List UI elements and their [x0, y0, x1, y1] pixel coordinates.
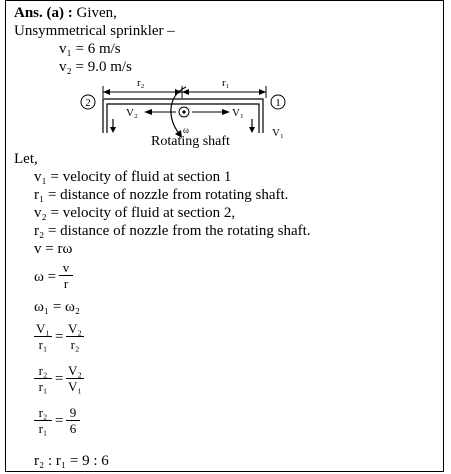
- section-2-label: 2: [85, 97, 91, 109]
- shaft-center: [182, 110, 185, 113]
- equals-2: =: [55, 371, 64, 387]
- fraction-1b-den: r₂: [70, 337, 80, 352]
- definition-v1: v₁ = velocity of fluid at section 1: [34, 169, 232, 185]
- final-ratio: r₂ : r₁ = 9 : 6: [34, 453, 109, 469]
- v2-arrowhead: [144, 109, 152, 115]
- omega-equality: ω₁ = ω₂: [34, 299, 81, 315]
- fraction-3a: [34, 405, 52, 436]
- fraction-2a: [34, 363, 52, 394]
- omega-numerator: v: [59, 260, 73, 276]
- fraction-1a-num: V₁: [34, 321, 52, 337]
- section-1-label: 1: [275, 97, 281, 109]
- answer-label: Ans. (a) :: [14, 5, 73, 21]
- fraction-3a-den: r₁: [38, 421, 48, 436]
- dim-arrow-right: [259, 89, 266, 95]
- dim-arrow-center-right: [182, 89, 189, 95]
- answer-header: [14, 5, 117, 22]
- rotating-shaft-caption: Rotating shaft: [151, 134, 230, 149]
- fraction-3a-num: r₂: [34, 405, 52, 421]
- fraction-1a-den: r₁: [38, 337, 48, 352]
- fraction-1b: [66, 321, 84, 352]
- fraction-3b-den: 6: [69, 421, 77, 436]
- label-v1: V₁: [232, 107, 244, 119]
- omega-denominator: r: [63, 276, 69, 291]
- nozzle-1-jet-arrow: [249, 127, 255, 133]
- label-r1: r₁: [222, 77, 230, 89]
- fraction-1a: [34, 321, 52, 352]
- fraction-2a-den: r₁: [38, 379, 48, 394]
- omega-fraction: [59, 260, 73, 291]
- given-v2: v₂ = 9.0 m/s: [59, 59, 132, 75]
- given-description: Unsymmetrical sprinkler –: [14, 23, 175, 39]
- label-omega: ω: [183, 125, 189, 135]
- fraction-2a-num: r₂: [34, 363, 52, 379]
- given-v1: v₁ = 6 m/s: [59, 41, 121, 57]
- relation-v-equals-r-omega: v = rω: [34, 241, 73, 257]
- definition-v2: v₂ = velocity of fluid at section 2,: [34, 205, 236, 221]
- equals-1: =: [55, 329, 64, 345]
- dim-arrow-left: [103, 89, 110, 95]
- fraction-2b-den: V₁: [68, 379, 82, 394]
- v1-arrowhead: [222, 109, 230, 115]
- nozzle-2-jet-arrow: [110, 127, 116, 133]
- fraction-2b-num: V₂: [66, 363, 84, 379]
- answer-box: [5, 0, 444, 472]
- sprinkler-diagram: [74, 75, 294, 149]
- equals-3: =: [55, 413, 64, 429]
- fraction-1b-num: V₂: [66, 321, 84, 337]
- fraction-2b: [66, 363, 84, 394]
- given-label: Given,: [76, 5, 117, 21]
- label-v2: V₂: [126, 107, 138, 119]
- label-r2: r₂: [137, 77, 145, 89]
- definition-r1: r₁ = distance of nozzle from rotating shaft.: [34, 187, 289, 203]
- fraction-3b: [66, 405, 80, 436]
- definition-r2: r₂ = distance of nozzle from the rotating shaft.: [34, 223, 311, 239]
- let-label: Let,: [14, 151, 38, 167]
- fraction-3b-num: 9: [66, 405, 80, 421]
- label-v1-side: V₁: [272, 127, 284, 139]
- omega-lhs: ω =: [34, 269, 57, 285]
